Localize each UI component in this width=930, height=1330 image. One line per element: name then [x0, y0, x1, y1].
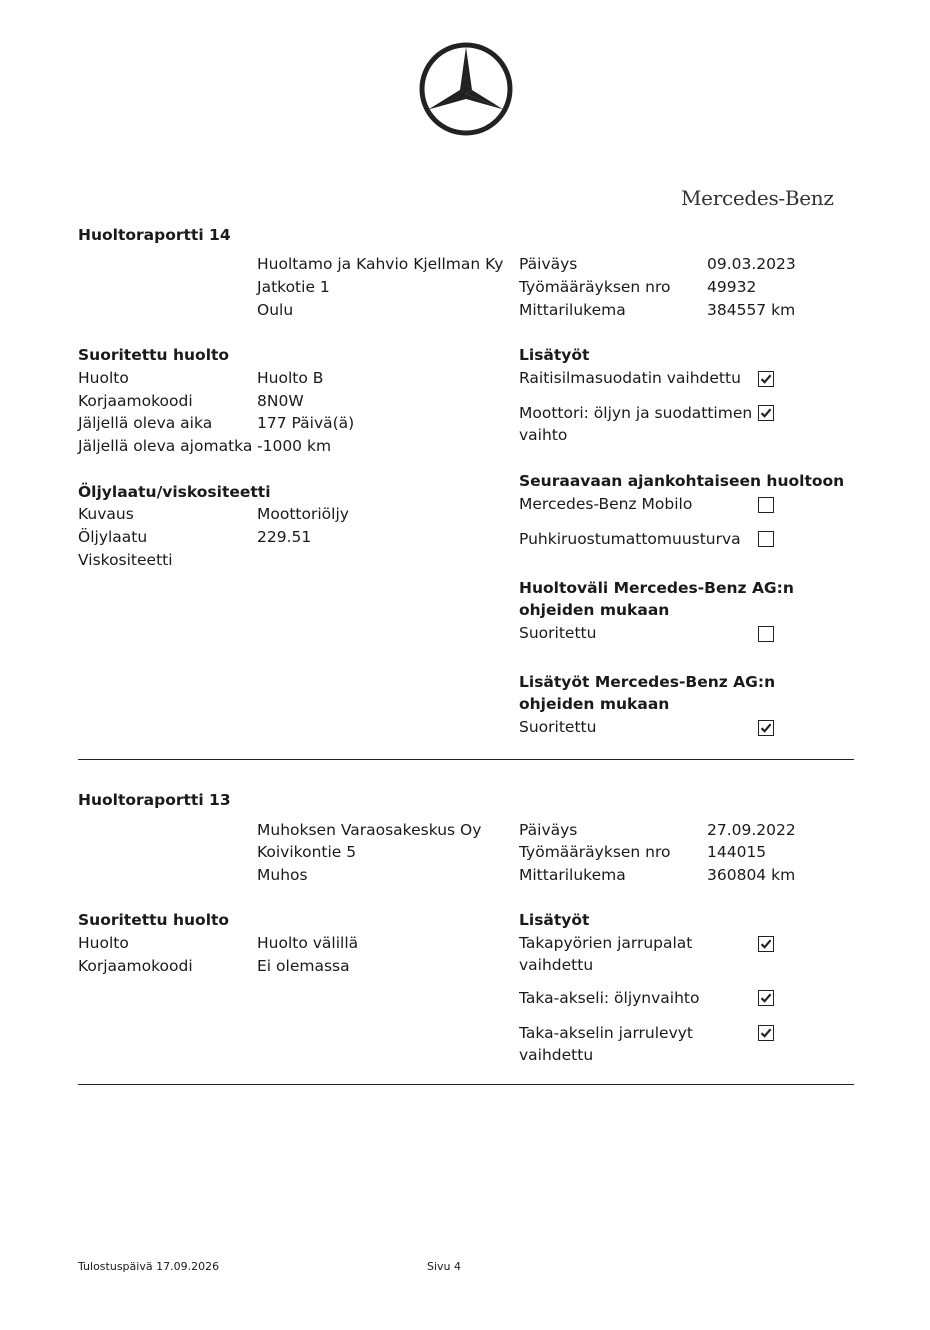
checkmark-icon: [759, 937, 773, 951]
workshop-name: Huoltamo ja Kahvio Kjellman Ky: [257, 255, 504, 273]
checkmark-icon: [759, 406, 773, 420]
workshop-name: Muhoksen Varaosakeskus Oy: [257, 821, 482, 839]
meta-label: Päiväys: [519, 255, 578, 273]
field-label: Kuvaus: [78, 505, 134, 523]
workshop-city: Muhos: [257, 866, 308, 884]
workshop-city: Oulu: [257, 301, 294, 319]
workshop-street: Koivikontie 5: [257, 843, 357, 861]
field-label: Jäljellä oleva ajomatka: [78, 437, 253, 455]
field-value: Huolto välillä: [257, 934, 359, 952]
checkmark-icon: [759, 721, 773, 735]
field-label: Viskositeetti: [78, 551, 173, 569]
section-divider: [78, 759, 854, 760]
checkbox-checked: [758, 936, 774, 952]
section-heading: Suoritettu huolto: [78, 911, 230, 929]
field-value: 229.51: [257, 528, 312, 546]
meta-value: 27.09.2022: [707, 821, 796, 839]
meta-label: Työmääräyksen nro: [519, 278, 671, 296]
checkbox-checked: [758, 990, 774, 1006]
meta-label: Mittarilukema: [519, 866, 626, 884]
meta-label: Päiväys: [519, 821, 578, 839]
checklist-label: Suoritettu: [519, 718, 597, 736]
section-heading: Lisätyöt: [519, 911, 590, 929]
meta-value: 09.03.2023: [707, 255, 796, 273]
checkbox: [758, 531, 774, 547]
field-label: Korjaamokoodi: [78, 957, 193, 975]
checkbox-checked: [758, 405, 774, 421]
checklist-label: Puhkiruostumattomuusturva: [519, 530, 741, 548]
field-value: Huolto B: [257, 369, 324, 387]
meta-label: Mittarilukema: [519, 301, 626, 319]
checklist-label: Raitisilmasuodatin vaihdettu: [519, 369, 741, 387]
section-heading: Lisätyöt Mercedes-Benz AG:n ohjeiden mukaan: [519, 673, 776, 713]
field-label: Huolto: [78, 934, 129, 952]
section-heading: Lisätyöt: [519, 346, 590, 364]
workshop-street: Jatkotie 1: [257, 278, 330, 296]
field-label: Huolto: [78, 369, 129, 387]
meta-value: 384557 km: [707, 301, 796, 319]
meta-value: 49932: [707, 278, 757, 296]
checkmark-icon: [759, 1026, 773, 1040]
checklist-label: Suoritettu: [519, 624, 597, 642]
checklist-label: Taka-akseli: öljynvaihto: [519, 989, 700, 1007]
meta-value: 360804 km: [707, 866, 796, 884]
section-heading: Öljylaatu/viskositeetti: [78, 483, 271, 501]
checklist-label: Takapyörien jarrupalat vaihdettu: [519, 934, 693, 974]
print-date: Tulostuspäivä 17.09.2026: [78, 1260, 220, 1273]
mercedes-star-logo: [419, 42, 513, 136]
field-label: Jäljellä oleva aika: [78, 414, 213, 432]
checkbox: [758, 497, 774, 513]
checkbox: [758, 626, 774, 642]
checkmark-icon: [759, 991, 773, 1005]
brand-wordmark: Mercedes-Benz: [681, 186, 834, 210]
meta-value: 144015: [707, 843, 767, 861]
meta-label: Työmääräyksen nro: [519, 843, 671, 861]
checkbox-checked: [758, 1025, 774, 1041]
section-divider: [78, 1084, 854, 1085]
report-title: Huoltoraportti 14: [78, 226, 231, 244]
field-value: Moottoriöljy: [257, 505, 349, 523]
checkbox-checked: [758, 371, 774, 387]
checkmark-icon: [759, 372, 773, 386]
field-value: -1000 km: [257, 437, 332, 455]
checklist-label: Mercedes-Benz Mobilo: [519, 495, 693, 513]
field-value: 8N0W: [257, 392, 304, 410]
page-number: Sivu 4: [427, 1260, 462, 1273]
checklist-label: Taka-akselin jarrulevyt vaihdettu: [519, 1024, 694, 1064]
section-heading: Huoltoväli Mercedes-Benz AG:n ohjeiden mukaan: [519, 579, 794, 619]
field-label: Öljylaatu: [78, 528, 148, 546]
report-title: Huoltoraportti 13: [78, 791, 231, 809]
field-label: Korjaamokoodi: [78, 392, 193, 410]
section-heading: Seuraavaan ajankohtaiseen huoltoon: [519, 472, 845, 490]
checklist-label: Moottori: öljyn ja suodattimen vaihto: [519, 404, 753, 444]
field-value: 177 Päivä(ä): [257, 414, 355, 432]
field-value: Ei olemassa: [257, 957, 350, 975]
section-heading: Suoritettu huolto: [78, 346, 230, 364]
checkbox-checked: [758, 720, 774, 736]
